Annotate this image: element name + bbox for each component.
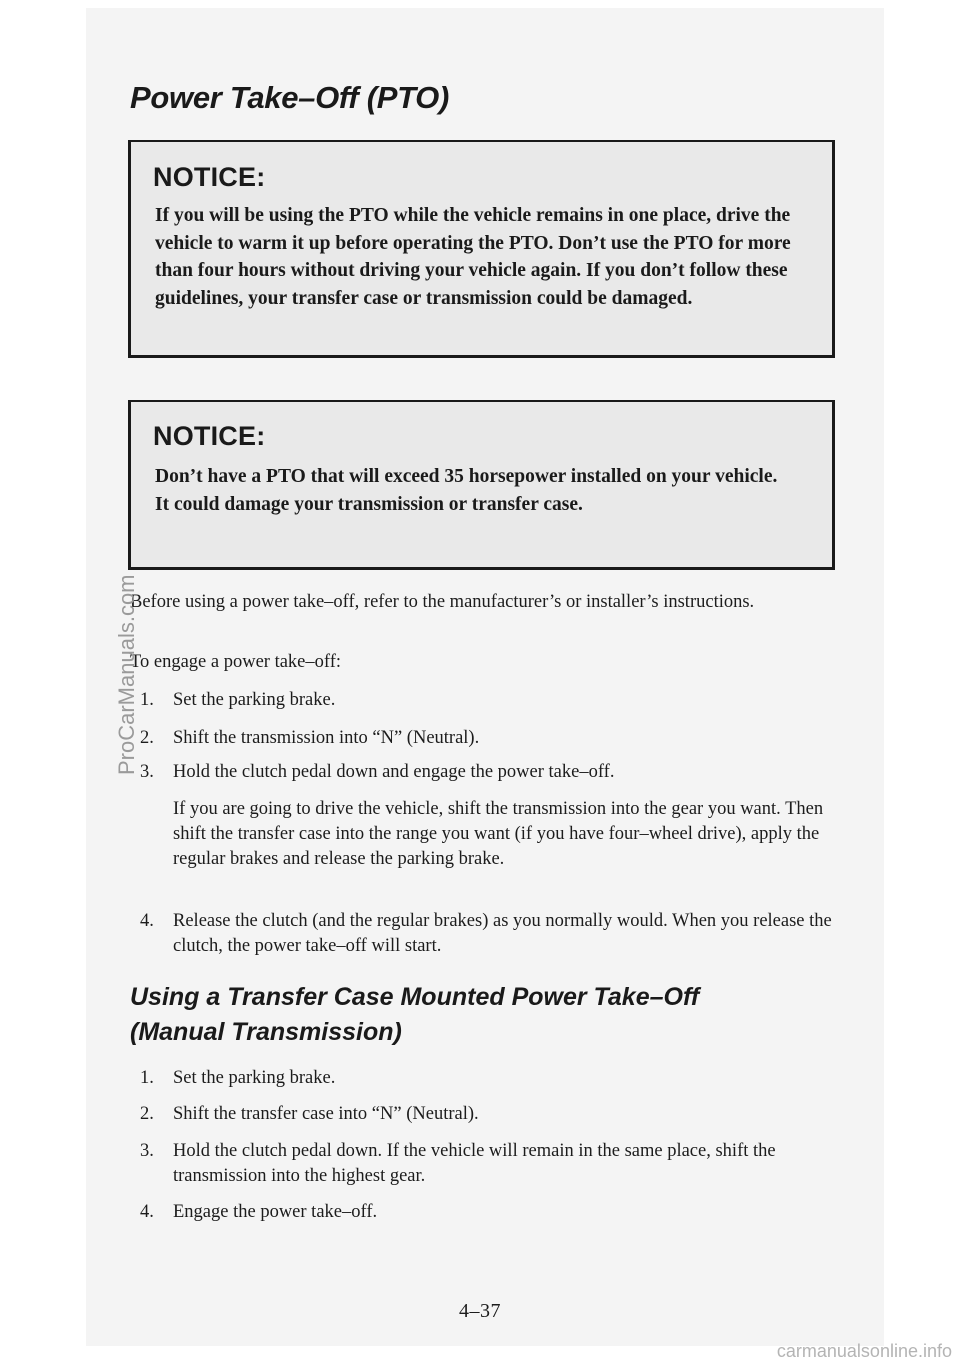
step3-note: If you are going to drive the vehicle, shift the transmission into the gear you want. Then shift the transfer case into the range you want (if you have four–wheel drive), apply the regular brakes and release the parking brake. <box>173 799 824 869</box>
step-text: Engage the power take–off. <box>173 1202 378 1222</box>
step-text: Hold the clutch pedal down. If the vehicle will remain in the same place, shift the transmission into the highest gear. <box>173 1141 776 1186</box>
notice-body: Don’t have a PTO that will exceed 35 horsepower installed on your vehicle. It could damage your transmission or transfer case. <box>155 466 778 515</box>
notice-box-warm-up <box>128 140 835 358</box>
step-text: Shift the transmission into “N” (Neutral). <box>173 728 480 748</box>
bottom-watermark: carmanualsonline.info <box>776 1341 952 1361</box>
step-number: 1. <box>140 690 154 710</box>
intro-paragraph: Before using a power take–off, refer to the manufacturer’s or installer’s instructions. <box>130 592 755 612</box>
step-text: Shift the transfer case into “N” (Neutral). <box>173 1104 479 1124</box>
notice-box-horsepower <box>128 400 835 570</box>
step-text: Set the parking brake. <box>173 690 336 710</box>
engage-heading: To engage a power take–off: <box>130 652 342 672</box>
step-number: 3. <box>140 1141 154 1161</box>
step-text: Hold the clutch pedal down and engage the power take–off. <box>173 762 615 782</box>
step-text: Set the parking brake. <box>173 1068 336 1088</box>
notice-title: NOTICE: <box>153 421 266 451</box>
step-number: 3. <box>140 762 154 782</box>
side-watermark: ProCarManuals.com <box>114 574 139 775</box>
step-number: 1. <box>140 1068 154 1088</box>
section-heading-line-1: Using a Transfer Case Mounted Power Take–Off <box>130 983 700 1011</box>
step-number: 4. <box>140 1202 154 1222</box>
step-number: 2. <box>140 1104 154 1124</box>
step-number: 4. <box>140 911 154 931</box>
section-heading-line-2: (Manual Transmission) <box>130 1018 402 1046</box>
notice-body: If you will be using the PTO while the vehicle remains in one place, drive the vehicle to warm it up before operating the PTO. Don’t use the PTO for more than four hours without driving your vehicle again. If you don’t follow these guidelines, your transfer case or transmission could be damaged. <box>155 205 791 309</box>
step-number: 2. <box>140 728 154 748</box>
page-title: Power Take–Off (PTO) <box>130 80 450 115</box>
notice-title: NOTICE: <box>153 162 266 192</box>
step-text: Release the clutch (and the regular brakes) as you normally would. When you release the clutch, the power take–off will start. <box>173 911 832 956</box>
page-number: 4–37 <box>459 1300 501 1322</box>
